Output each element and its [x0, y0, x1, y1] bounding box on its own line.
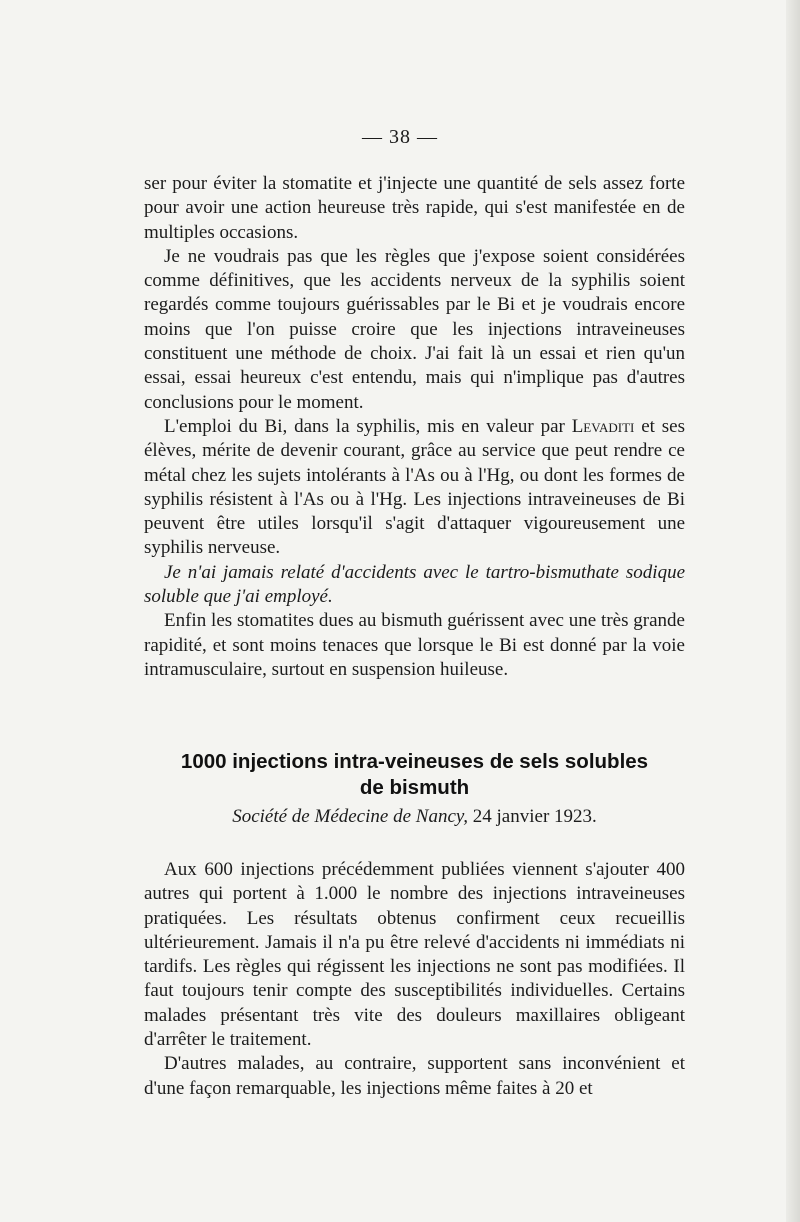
author-name: Levaditi — [571, 415, 635, 437]
body-text — [144, 172, 685, 682]
section-subtitle — [144, 805, 685, 829]
paragraph: ser pour éviter la stomatite et j'injecte une quantité de sels assez forte pour avoir une action heureuse très rapide, qui s'est manifestée en de multiples occasions. — [144, 173, 685, 243]
italic-paragraph: Je n'ai jamais relaté d'accidents avec le tartro-bismuthate sodique soluble que j'ai employé. — [144, 561, 685, 608]
paragraph: Aux 600 injections précédemment publiées viennent s'ajouter 400 autres qui portent à 1.000 le nombre des injections intraveineuses pratiquées. Les résultats obtenus confirment ceux recueillis ultérieurement. Jamais il n'a pu être relevé d'accidents ni immédiats ni tardifs. Les règles qui régissent les injections ne sont pas modifiées. Il faut toujours tenir compte des susceptibilités individuelles. Certains malades présentant très vite des douleurs maxillaires obligeant d'arrêter le traitement. — [144, 859, 685, 1051]
society-name: Société de Médecine de Nancy, — [232, 806, 469, 827]
paragraph — [144, 415, 685, 561]
section-title — [144, 749, 685, 801]
paragraph: D'autres malades, au contraire, supportent sans inconvénient et d'une façon remarquable, les injections même faites à 20 et — [144, 1053, 685, 1099]
section-body-text — [144, 858, 685, 1101]
page-edge — [786, 0, 800, 1222]
paragraph-text: et ses élèves, mérite de devenir courant, grâce au service que peut rendre ce métal chez les sujets intolérants à l'As ou à l'Hg, ou dont les formes de syphilis résistent à l'As ou à l'Hg. Les injections intraveineuses de Bi peuvent être utiles lorsqu'il s'agit d'attaquer vigoureusement une syphilis nerveuse. — [144, 415, 686, 559]
page-number: — 38 — — [362, 126, 438, 148]
meeting-date: 24 janvier 1923. — [468, 806, 597, 827]
paragraph-text: L'emploi du Bi, dans la syphilis, mis en valeur par — [164, 415, 572, 437]
paragraph: Je ne voudrais pas que les règles que j'expose soient considérées comme définitives, que les accidents nerveux de la syphilis soient regardés comme toujours guérissables par le Bi et je voudrais encore moins que l'on puisse croire que les injections intraveineuses constituent une méthode de choix. J'ai fait là un essai et rien qu'un essai, essai heureux c'est entendu, mais qui n'implique pas d'autres conclusions pour le moment. — [144, 245, 685, 413]
paragraph: Enfin les stomatites dues au bismuth guérissent avec une très grande rapidité, et sont moins tenaces que lorsque le Bi est donné par la voie intramusculaire, surtout en suspension huileuse. — [144, 610, 685, 680]
section-title-line: 1000 injections intra-veineuses de sels solubles — [180, 750, 649, 773]
section-title-line: de bismuth — [359, 776, 470, 799]
